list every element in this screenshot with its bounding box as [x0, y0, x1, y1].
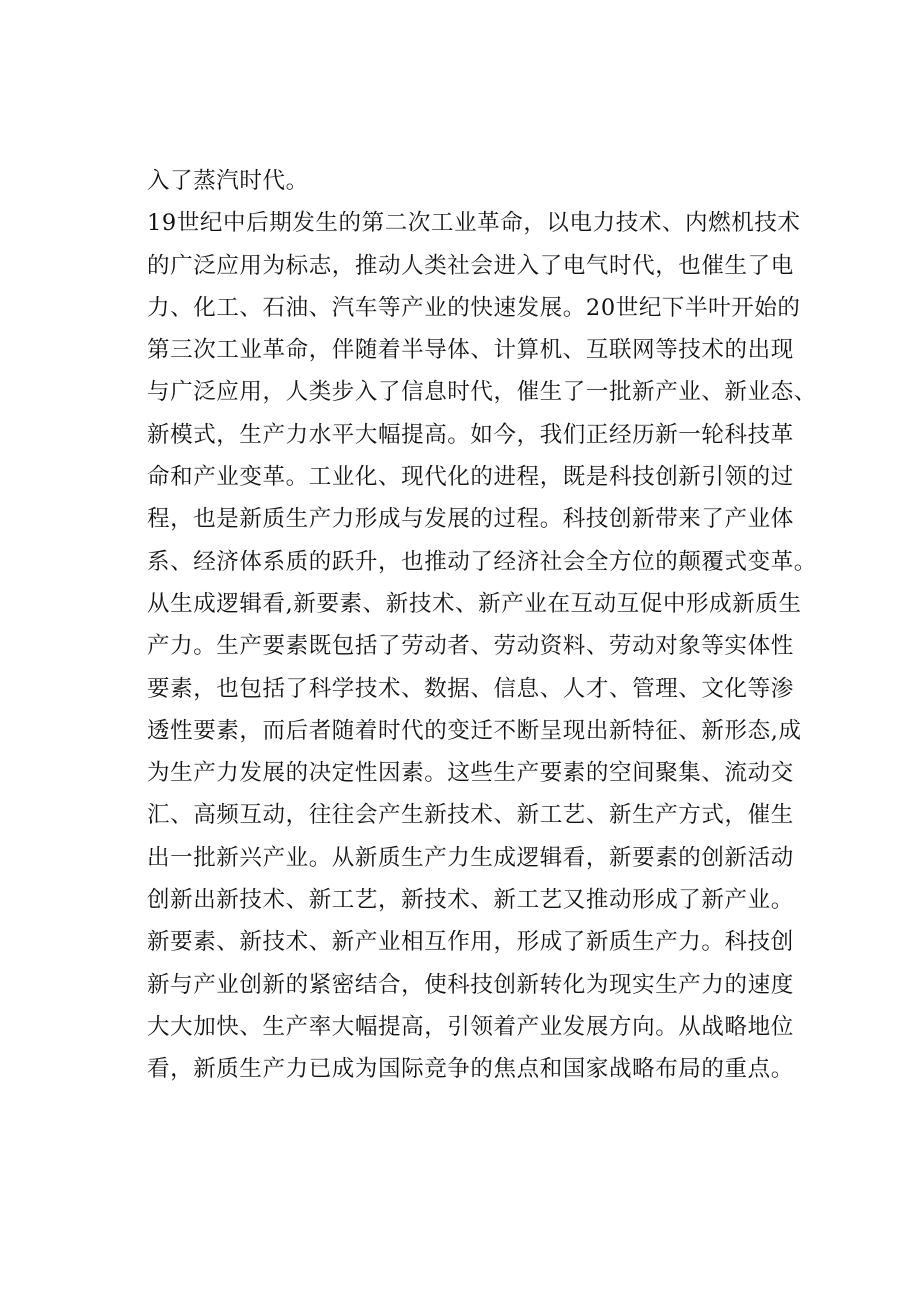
text-line: 从生成逻辑看,新要素、新技术、新产业在互动互促中形成新质生: [147, 590, 802, 617]
text-line: 透性要素，而后者随着时代的变迁不断呈现出新特征、新形态,成: [147, 717, 802, 744]
text-line: 看，新质生产力已成为国际竞争的焦点和国家战略布局的重点。: [147, 1056, 794, 1083]
text-line: 为生产力发展的决定性因素。这些生产要素的空间聚集、流动交: [147, 760, 794, 787]
text-line: 新要素、新技术、新产业相互作用，形成了新质生产力。科技创: [147, 929, 794, 956]
text-line: 创新出新技术、新工艺，新技术、新工艺又推动形成了新产业。: [147, 887, 794, 914]
text-line: 出一批新兴产业。从新质生产力生成逻辑看，新要素的创新活动: [147, 844, 794, 871]
text-line: 新与产业创新的紧密结合，使科技创新转化为现实生产力的速度: [147, 971, 794, 998]
text-line: 要素，也包括了科学技术、数据、信息、人才、管理、文化等渗: [147, 675, 794, 702]
text-line: 程，也是新质生产力形成与发展的过程。科技创新带来了产业体: [147, 506, 794, 533]
text-line: 19世纪中后期发生的第二次工业革命，以电力技术、内燃机技术: [147, 210, 801, 237]
text-line: 命和产业变革。工业化、现代化的进程，既是科技创新引领的过: [147, 464, 794, 491]
text-line: 大大加快、生产率大幅提高，引领着产业发展方向。从战略地位: [147, 1013, 794, 1040]
text-line: 的广泛应用为标志，推动人类社会进入了电气时代，也催生了电: [147, 252, 794, 279]
text-line: 力、化工、石油、汽车等产业的快速发展。20世纪下半叶开始的: [147, 294, 801, 321]
text-line: 新模式，生产力水平大幅提高。如今，我们正经历新一轮科技革: [147, 421, 794, 448]
text-line: 产力。生产要素既包括了劳动者、劳动资料、劳动对象等实体性: [147, 633, 794, 660]
body-text: [147, 160, 827, 1091]
text-line: 汇、高频互动，往往会产生新技术、新工艺、新生产方式，催生: [147, 802, 794, 829]
text-line: 与广泛应用，人类步入了信息时代，催生了一批新产业、新业态、: [147, 379, 817, 406]
text-line: 入了蒸汽时代。: [147, 168, 309, 194]
text-line: 第三次工业革命，伴随着半导体、计算机、互联网等技术的出现: [147, 337, 794, 364]
text-line: 系、经济体系质的跃升，也推动了经济社会全方位的颠覆式变革。: [147, 548, 817, 575]
